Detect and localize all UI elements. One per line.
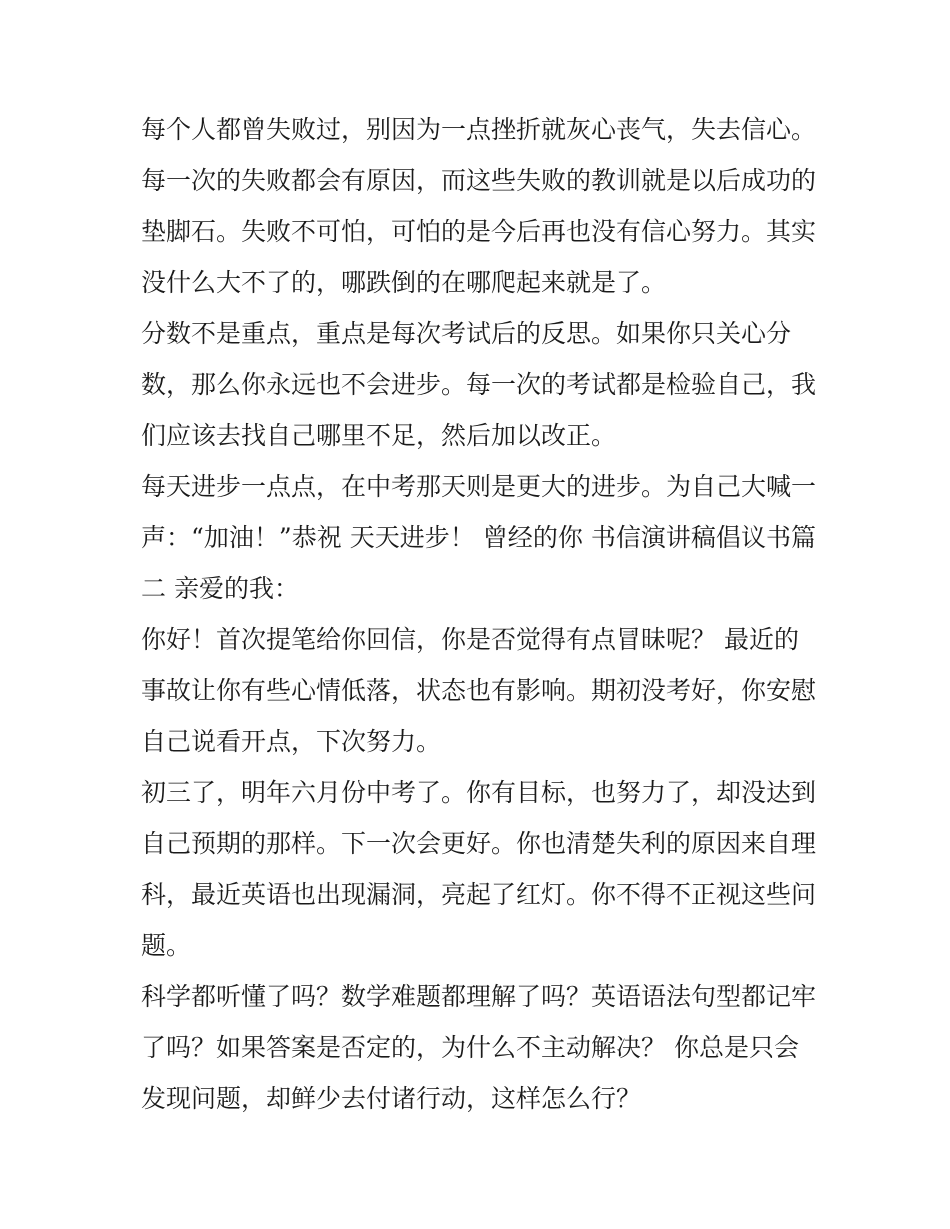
text-line: 了吗？如果答案是否定的，为什么不主动解决？ 你总是只会 — [141, 1033, 799, 1062]
text-line: 自己说看开点，下次努力。 — [141, 727, 442, 756]
text-line: 没什么大不了的，哪跌倒的在哪爬起来就是了。 — [141, 268, 667, 297]
text-line: 每天进步一点点，在中考那天则是更大的进步。为自己大喊一 — [141, 472, 817, 501]
text-line: 垫脚石。失败不可怕，可怕的是今后再也没有信心努力。其实 — [141, 217, 817, 246]
text-line: 每个人都曾失败过，别因为一点挫折就灰心丧气，失去信心。 — [141, 115, 817, 144]
text-line: 们应该去找自己哪里不足，然后加以改正。 — [141, 421, 617, 450]
text-line: 发现问题，却鲜少去付诸行动，这样怎么行？ — [141, 1084, 642, 1113]
text-line: 二 亲爱的我： — [141, 574, 299, 603]
text-line: 科，最近英语也出现漏洞，亮起了红灯。你不得不正视这些问 — [141, 880, 817, 909]
text-line: 科学都听懂了吗？数学难题都理解了吗？英语语法句型都记牢 — [141, 982, 817, 1011]
text-line: 每一次的失败都会有原因，而这些失败的教训就是以后成功的 — [141, 166, 817, 195]
document-body — [141, 104, 816, 1124]
text-line: 数，那么你永远也不会进步。每一次的考试都是检验自己，我 — [141, 370, 817, 399]
text-line: 初三了，明年六月份中考了。你有目标，也努力了，却没达到 — [141, 778, 817, 807]
text-line: 分数不是重点，重点是每次考试后的反思。如果你只关心分 — [141, 319, 792, 348]
text-line: 声：“加油！”恭祝 天天进步！ 曾经的你 书信演讲稿倡议书篇 — [141, 523, 816, 552]
text-line: 事故让你有些心情低落，状态也有影响。期初没考好，你安慰 — [141, 676, 817, 705]
text-line: 题。 — [141, 931, 192, 960]
text-line: 你好！首次提笔给你回信，你是否觉得有点冒昧呢？ 最近的 — [141, 625, 799, 654]
text-line: 自己预期的那样。下一次会更好。你也清楚失利的原因来自理 — [141, 829, 817, 858]
